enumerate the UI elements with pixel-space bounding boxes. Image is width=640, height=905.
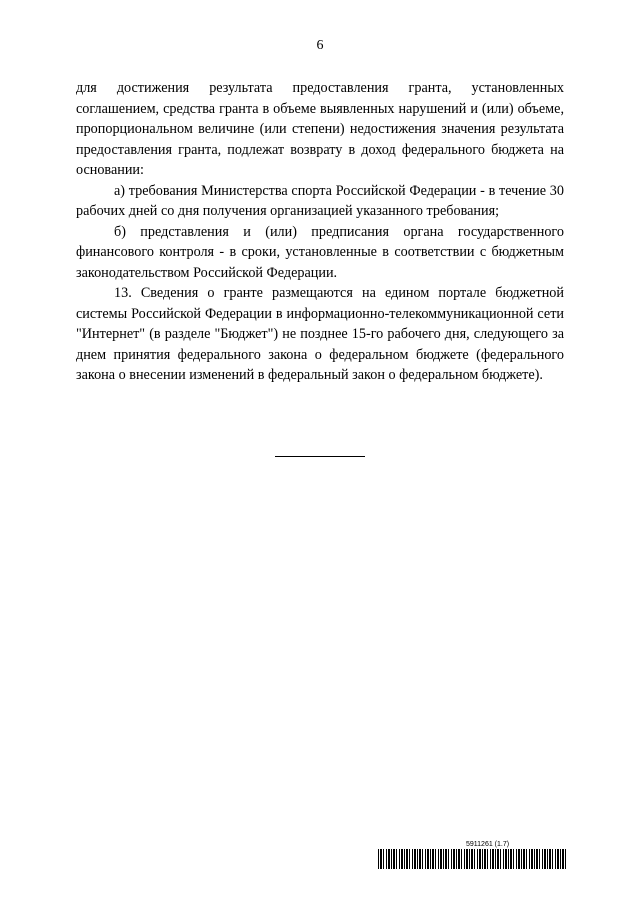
paragraph-item-b: б) представления и (или) предписания органа государственного финансового контроля - в сроки, установленные в соответствии с бюджетным законодательством Российской Федерации.	[76, 223, 564, 281]
end-separator-line	[275, 456, 365, 457]
document-body	[76, 78, 564, 386]
paragraph-item-a: а) требования Министерства спорта Российской Федерации - в течение 30 рабочих дней со дня получения организацией указанного требования;	[76, 182, 564, 219]
paragraph-intro: для достижения результата предоставления гранта, установленных соглашением, средства гранта в объеме выявленных нарушений и (или) объеме, пропорциональном величине (или степени) недостижения значения результата предоставления гранта, подлежат возврату в доход федерального бюджета на основании:	[76, 80, 564, 178]
barcode	[378, 849, 566, 869]
paragraph-item-13: 13. Сведения о гранте размещаются на едином портале бюджетной системы Российской Федерации в информационно-телекоммуникационной сети "Интернет" (в разделе "Бюджет") не позднее 15-го рабочего дня, следующего за днем принятия федерального закона о федеральном бюджете (федерального закона о внесении изменений в федеральный закон о федеральном бюджете).	[76, 285, 564, 383]
document-code: 5911261 (1.7)	[466, 841, 510, 848]
page-number: 6	[316, 38, 324, 53]
